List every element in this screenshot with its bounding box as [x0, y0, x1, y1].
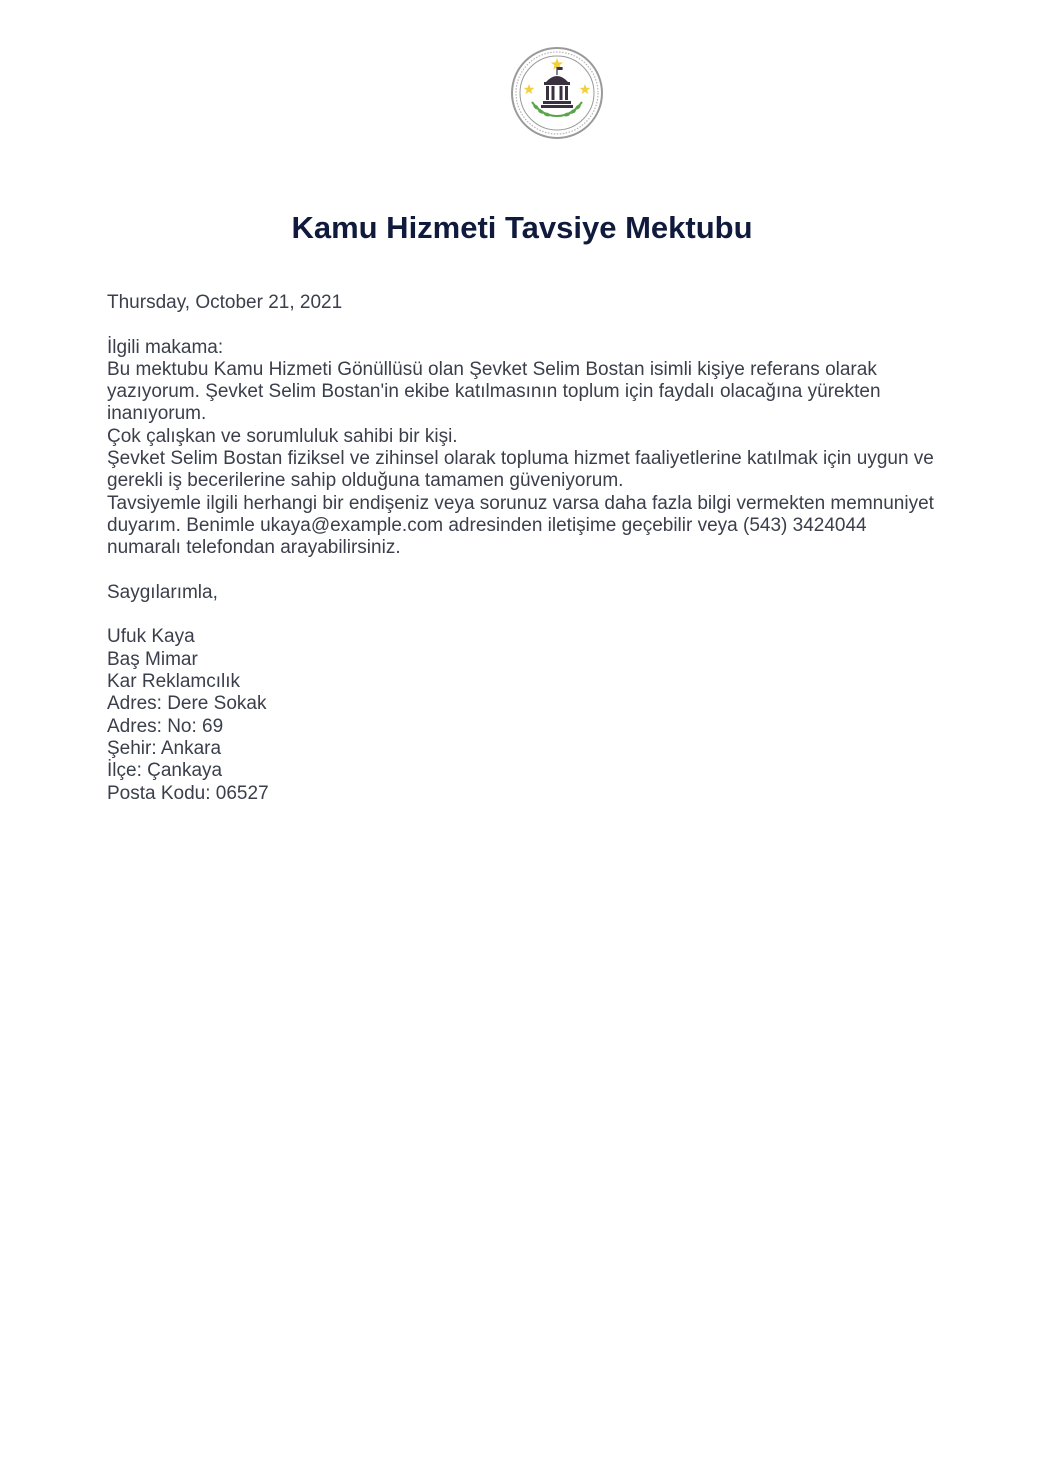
closing: Saygılarımla, [107, 581, 218, 603]
spacer [107, 604, 937, 626]
courthouse-seal-icon [510, 46, 604, 140]
signature-name: Ufuk Kaya [107, 626, 195, 648]
body-paragraph: Tavsiyemle ilgili herhangi bir endişeniz veya sorunuz varsa daha fazla bilgi vermekten memnuniyet duyarım. Benimle ukaya@example.com adresinden iletişime geçebilir veya (543) 3424044 numaralı telefondan arayabilirsiniz. [107, 492, 934, 559]
seal-logo [510, 46, 604, 140]
body-paragraph: Çok çalışkan ve sorumluluk sahibi bir kişi. [107, 425, 458, 447]
signature-position: Baş Mimar [107, 648, 198, 670]
body-paragraph: Bu mektubu Kamu Hizmeti Gönüllüsü olan Şevket Selim Bostan isimli kişiye referans olarak yazıyorum. Şevket Selim Bostan'in ekibe katılmasının toplum için faydalı olacağına yürekten inanıyorum. [107, 358, 881, 425]
signature-district: İlçe: Çankaya [107, 760, 223, 782]
spacer [107, 314, 937, 336]
signature-address-number: Adres: No: 69 [107, 715, 224, 737]
salutation: İlgili makama: [107, 336, 224, 358]
signature-address-street: Adres: Dere Sokak [107, 693, 267, 715]
letter-date: Thursday, October 21, 2021 [107, 292, 343, 313]
signature-city: Şehir: Ankara [107, 737, 222, 759]
spacer [107, 560, 937, 582]
document-title: Kamu Hizmeti Tavsiye Mektubu [291, 210, 753, 245]
signature-postal-code: Posta Kodu: 06527 [107, 782, 269, 804]
signature-company: Kar Reklamcılık [107, 671, 241, 693]
body-paragraph: Şevket Selim Bostan fiziksel ve zihinsel olarak topluma hizmet faaliyetlerine katılmak için uygun ve gerekli iş becerilerine sahip olduğuna tamamen güveniyorum. [107, 448, 934, 492]
letter-body [107, 292, 937, 805]
